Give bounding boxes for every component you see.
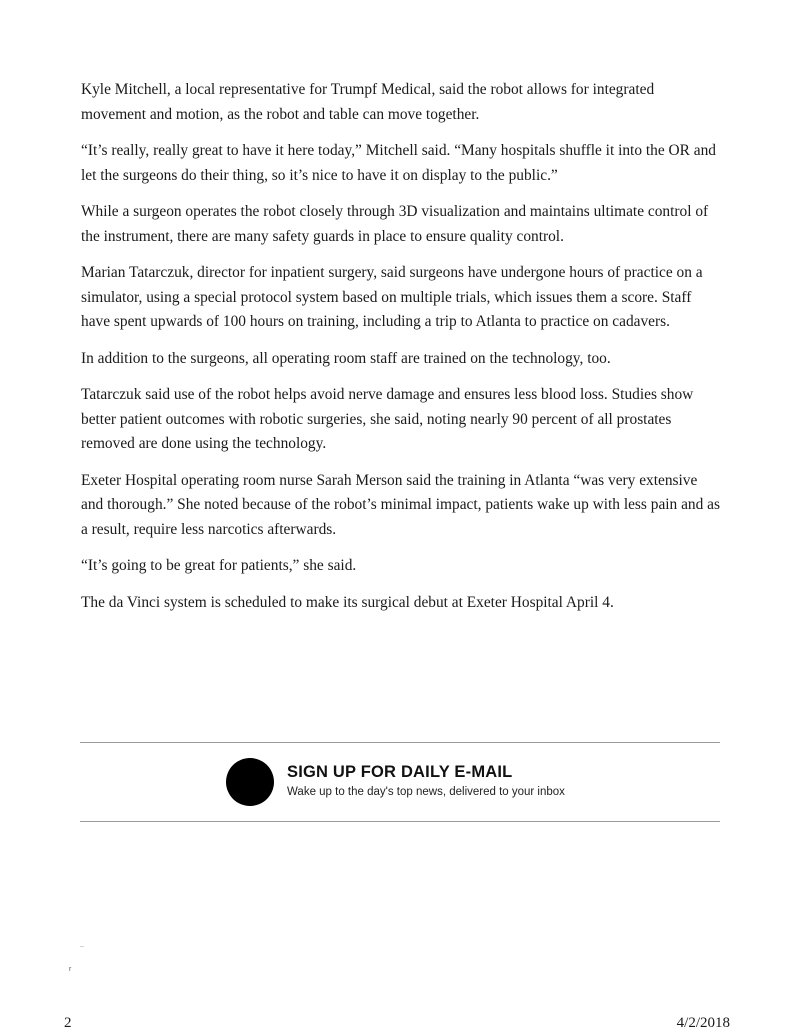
signup-title[interactable]: SIGN UP FOR DAILY E-MAIL <box>287 763 513 781</box>
paragraph-tatarczuk-training: Marian Tatarczuk, director for inpatient surgery, said surgeons have undergone hours of practice on a simulator, using a special protocol system based on multiple trials, which issues them a score. Staff have spent upwards of 100 hours on training, including a trip to Atlanta to practice on cadavers. <box>81 264 703 330</box>
scan-mark: .. <box>80 942 84 949</box>
paragraph-staff-training: In addition to the surgeons, all operating room staff are trained on the technology, too. <box>81 349 611 367</box>
signup-subtitle: Wake up to the day's top news, delivered to your inbox <box>287 786 565 798</box>
scan-mark: r <box>69 966 72 973</box>
paragraph-mitchell-quote: “It’s really, really great to have it here today,” Mitchell said. “Many hospitals shuffle it into the OR and let the surgeons do their thing, so it’s nice to have it on display to the public.” <box>81 142 716 184</box>
paragraph-debut: The da Vinci system is scheduled to make its surgical debut at Exeter Hospital April 4. <box>81 593 614 611</box>
newsletter-signup[interactable] <box>80 742 720 822</box>
paragraph-merson: Exeter Hospital operating room nurse Sarah Merson said the training in Atlanta “was very extensive and thorough.” She noted because of the robot’s minimal impact, patients wake up with less pain and as a result, require less narcotics afterwards. <box>81 471 720 538</box>
paragraph-merson-quote: “It’s going to be great for patients,” she said. <box>81 557 357 574</box>
article-body <box>81 78 721 627</box>
paragraph-outcomes: Tatarczuk said use of the robot helps avoid nerve damage and ensures less blood loss. Studies show better patient outcomes with robotic surgeries, she said, noting nearly 90 percent of all prostates removed are done using the technology. <box>81 386 694 452</box>
page-date: 4/2/2018 <box>676 1015 730 1031</box>
circle-logo-icon <box>226 758 274 806</box>
page-number: 2 <box>64 1015 72 1031</box>
paragraph-safety: While a surgeon operates the robot closely through 3D visualization and maintains ultimate control of the instrument, there are many safety guards in place to ensure quality control. <box>81 203 709 245</box>
paragraph-mitchell-intro: Kyle Mitchell, a local representative for Trumpf Medical, said the robot allows for integrated movement and motion, as the robot and table can move together. <box>81 81 655 123</box>
